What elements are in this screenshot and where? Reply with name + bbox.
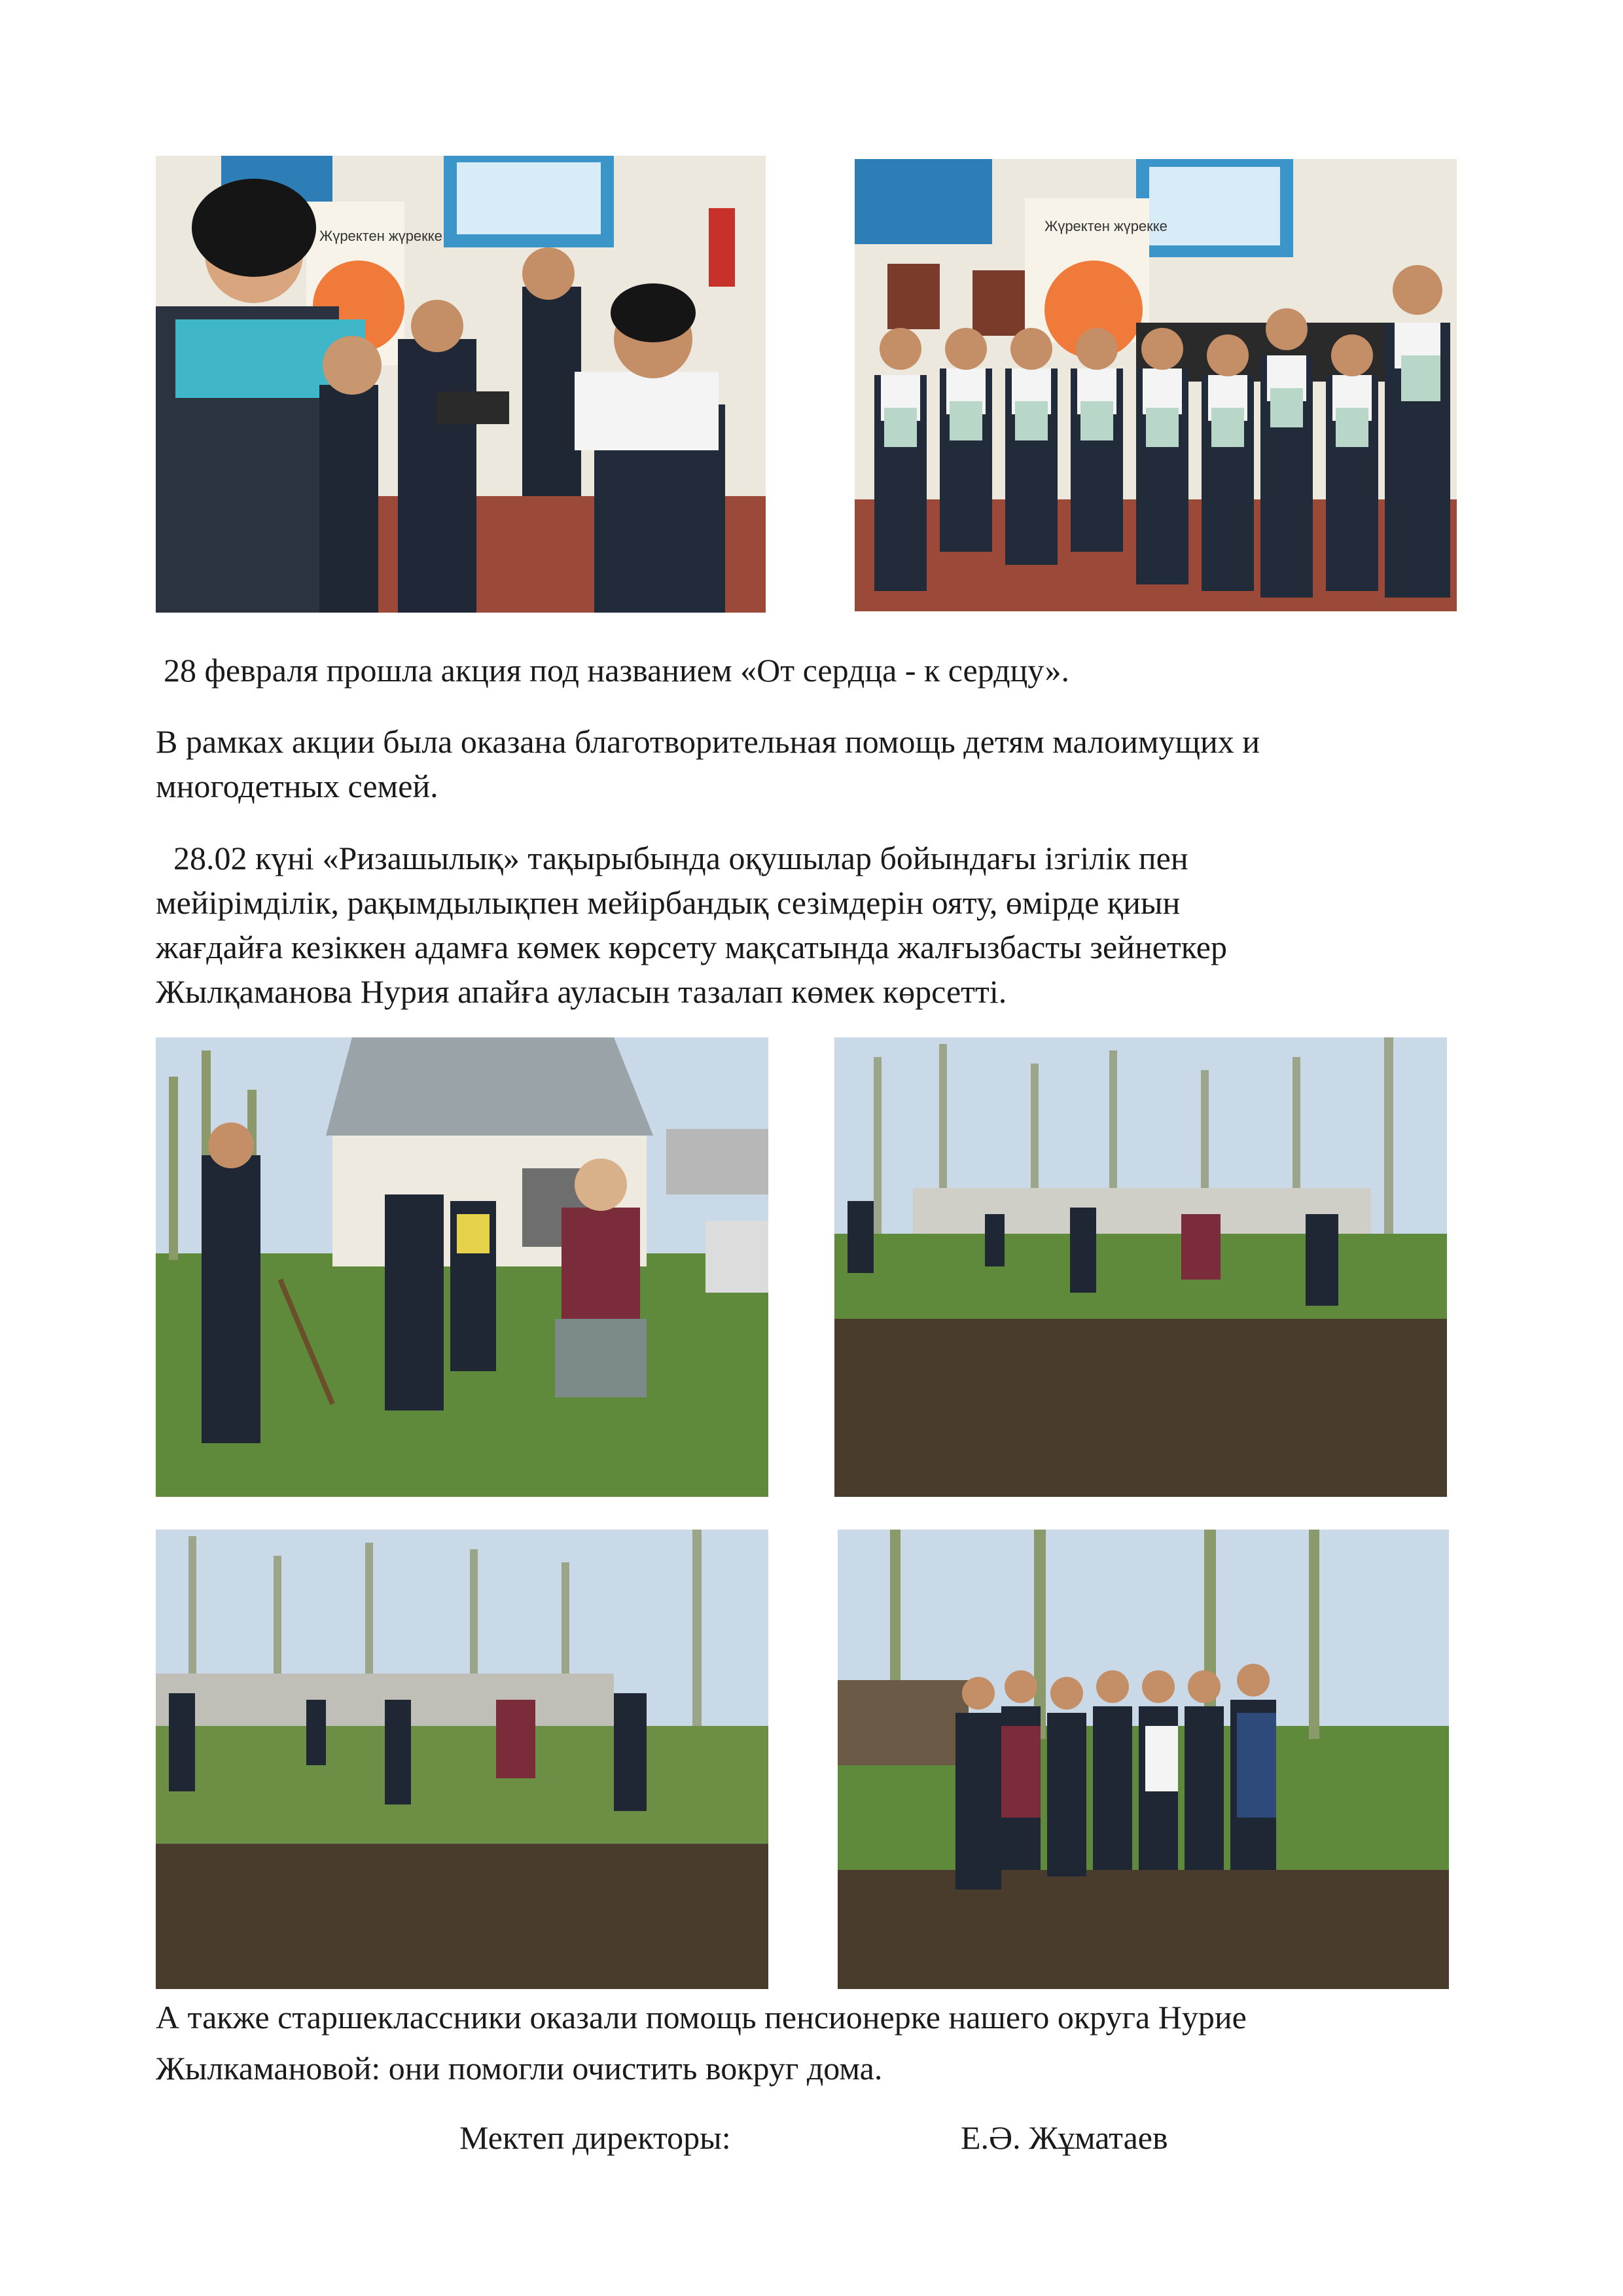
paragraph-kazakh-line-3: жағдайға кезіккен адамға көмек көрсету мақсатында жалғызбасты зейнеткер bbox=[156, 929, 1227, 965]
paragraph-seniors-line-2: Жылкамановой: они помогли очистить вокруг дома. bbox=[156, 2050, 883, 2087]
signature-name: Е.Ә. Жұматаев bbox=[961, 2119, 1168, 2156]
photo-yard-raking bbox=[834, 1037, 1447, 1497]
paragraph-charity-line-1: В рамках акции была оказана благотворительная помощь детям малоимущих и bbox=[156, 723, 1260, 760]
paragraph-charity-line-2: многодетных семей. bbox=[156, 768, 438, 804]
paragraph-kazakh-line-2: мейірімділік, рақымдылықпен мейірбандық сезімдерін ояту, өмірде қиын bbox=[156, 884, 1181, 921]
photo-group-portrait-yard bbox=[838, 1530, 1449, 1989]
caption-action-from-heart: 28 февраля прошла акция под названием «От сердца - к сердцу». bbox=[164, 652, 1070, 689]
paragraph-kazakh-line-1: 28.02 күні «Ризашылық» тақырыбында оқушылар бойындағы ізгілік пен bbox=[173, 840, 1188, 876]
signature-role: Мектеп директоры: bbox=[459, 2119, 731, 2156]
poster-label: Жүректен жүрекке bbox=[1044, 218, 1168, 234]
paragraph-seniors-line-1: А также старшеклассники оказали помощь пенсионерке нашего округа Нурие bbox=[156, 1999, 1247, 2036]
photo-classroom-gift-handover bbox=[156, 156, 766, 613]
photo-yard-cleanup bbox=[156, 1530, 768, 1989]
poster-label: Жүректен жүрекке bbox=[319, 228, 442, 244]
photo-yard-house-students bbox=[156, 1037, 768, 1497]
photo-classroom-group-with-books bbox=[855, 159, 1457, 611]
paragraph-kazakh-line-4: Жылқаманова Нурия апайға ауласын тазалап көмек көрсетті. bbox=[156, 973, 1007, 1010]
